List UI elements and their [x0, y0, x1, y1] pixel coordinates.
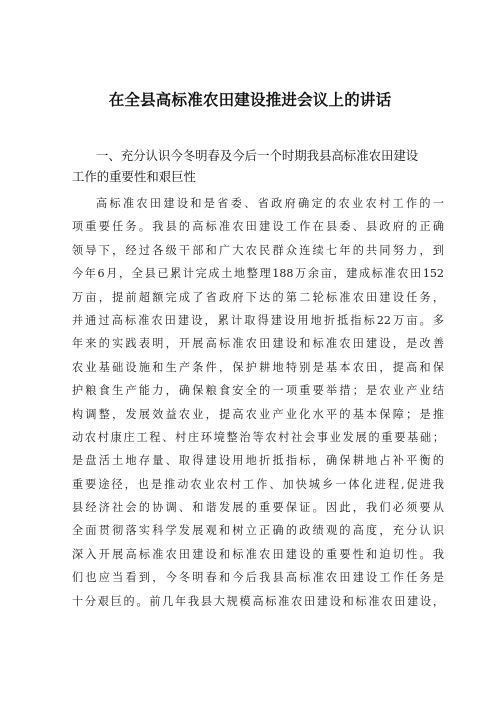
paragraph-line: 万亩，提前超额完成了省政府下达的第二轮标准农田建设任务，	[72, 290, 444, 304]
document-title: 在全县高标准农田建设推进会议上的讲话	[108, 91, 392, 109]
paragraph-line: 构调整，发展效益农业，提高农业产业化水平的基本保障；是推	[72, 407, 444, 421]
paragraph-line: 全面贯彻落实科学发展观和树立正确的政绩观的高度，充分认识	[72, 524, 444, 538]
paragraph-line: 农业基础设施和生产条件，保护耕地特别是基本农田，提高和保	[72, 360, 444, 374]
paragraph-line: 动农村康庄工程、村庄环境整治等农村社会事业发展的重要基础；	[72, 430, 444, 444]
section-heading-line: 一、充分认识今冬明春及今后一个时期我县高标准农田建设	[96, 148, 419, 163]
paragraph-line: 年来的实践表明，开展高标准农田建设和标准农田建设，是改善	[72, 337, 444, 351]
paragraph-line: 县经济社会的协调、和谐发展的重要保证。因此，我们必须要从	[72, 501, 444, 515]
paragraph-line: 并通过高标准农田建设，累计取得建设用地折抵指标22万亩。多	[72, 313, 444, 327]
paragraph-line: 领导下，经过各级干部和广大农民群众连续七年的共同努力，到	[72, 243, 444, 257]
section-heading-line: 工作的重要性和艰巨性	[72, 169, 196, 184]
body-paragraph	[72, 192, 444, 613]
paragraph-line: 护粮食生产能力，确保粮食安全的一项重要举措；是农业产业结	[72, 384, 444, 398]
paragraph-line: 重要途径，也是推动农业农村工作、加快城乡一体化进程,促进我	[72, 477, 444, 491]
paragraph-line: 深入开展高标准农田建设和标准农田建设的重要性和迫切性。我	[72, 547, 444, 561]
paragraph-line: 十分艰巨的。前几年我县大规模高标准农田建设和标准农田建设，	[72, 594, 444, 608]
paragraph-line: 今年6月，全县已累计完成土地整理188万余亩，建成标准农田152	[72, 267, 444, 281]
paragraph-line: 们也应当看到，今冬明春和今后我县高标准农田建设工作任务是	[72, 571, 444, 585]
section-heading	[72, 145, 444, 187]
paragraph-line: 项重要任务。我县的高标准农田建设工作在县委、县政府的正确	[72, 220, 444, 234]
paragraph-line: 是盘活土地存量、取得建设用地折抵指标，确保耕地占补平衡的	[72, 454, 444, 468]
paragraph-line: 高标准农田建设和是省委、省政府确定的农业农村工作的一	[96, 197, 444, 210]
